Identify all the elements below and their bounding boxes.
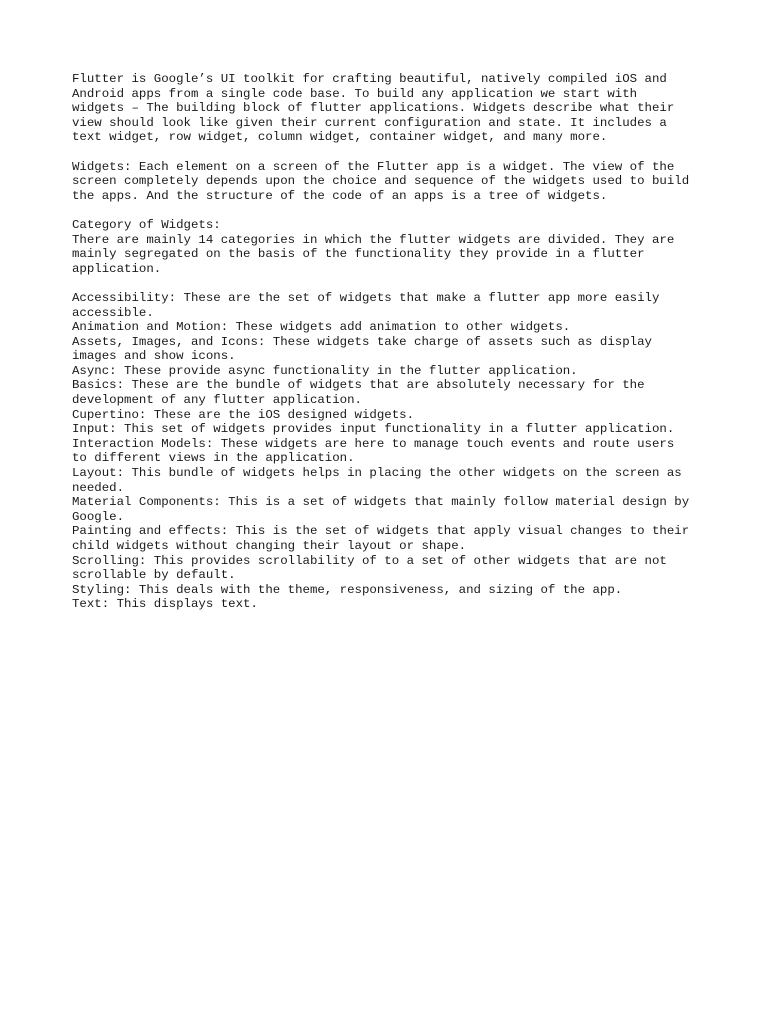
text-line: text widget, row widget, column widget, container widget, and many more. <box>72 130 608 145</box>
category-item-assets <box>72 335 712 364</box>
text-line: images and show icons. <box>72 349 236 364</box>
category-item-accessibility <box>72 291 712 320</box>
text-line: Flutter is Google’s UI toolkit for crafting beautiful, natively compiled iOS and <box>72 72 667 86</box>
text-line: Accessibility: These are the set of widgets that make a flutter app more easily <box>72 290 660 305</box>
text-line: Layout: This bundle of widgets helps in placing the other widgets on the screen as <box>72 466 682 481</box>
text-line: Material Components: This is a set of widgets that mainly follow material design by <box>72 495 690 510</box>
text-line: Basics: These are the bundle of widgets that are absolutely necessary for the <box>72 378 645 393</box>
category-item-input <box>72 422 712 437</box>
text-line: Painting and effects: This is the set of widgets that apply visual changes to their <box>72 524 690 539</box>
category-item-material-components <box>72 495 712 524</box>
text-line: Android apps from a single code base. To build any application we start with <box>72 86 638 101</box>
text-line: widgets – The building block of flutter applications. Widgets describe what their <box>72 101 675 116</box>
text-line: to different views in the application. <box>72 451 355 466</box>
text-line: There are mainly 14 categories in which the flutter widgets are divided. They are <box>72 232 675 247</box>
text-line: application. <box>72 261 162 276</box>
category-item-layout <box>72 466 712 495</box>
text-line: Animation and Motion: These widgets add animation to other widgets. <box>72 320 571 335</box>
text-line: child widgets without changing their layout or shape. <box>72 539 467 553</box>
category-item-cupertino <box>72 408 712 423</box>
text-line: accessible. <box>72 305 154 320</box>
category-item-animation <box>72 320 712 335</box>
text-line: Widgets: Each element on a screen of the Flutter app is a widget. The view of the <box>72 159 675 174</box>
intro-paragraph <box>72 72 712 145</box>
category-item-text <box>72 597 712 612</box>
category-heading: Category of Widgets: <box>72 217 221 232</box>
text-line: Text: This displays text. <box>72 597 258 612</box>
category-list <box>72 291 712 612</box>
text-line: development of any flutter application. <box>72 393 362 408</box>
text-line: Assets, Images, and Icons: These widgets take charge of assets such as display <box>72 334 652 349</box>
text-line: Google. <box>72 509 125 524</box>
text-line: Input: This set of widgets provides input functionality in a flutter application. <box>72 422 675 437</box>
text-line: Scrolling: This provides scrollability of to a set of other widgets that are not <box>72 553 667 568</box>
text-line: the apps. And the structure of the code of an apps is a tree of widgets. <box>72 188 608 203</box>
text-line: Styling: This deals with the theme, responsiveness, and sizing of the app. <box>72 582 623 597</box>
text-line: needed. <box>72 480 125 495</box>
category-item-basics <box>72 378 712 407</box>
text-line: Interaction Models: These widgets are here to manage touch events and route users <box>72 436 675 451</box>
widgets-definition-paragraph <box>72 160 712 204</box>
text-line: Async: These provide async functionality in the flutter application. <box>72 363 578 378</box>
text-line: Cupertino: These are the iOS designed widgets. <box>72 407 415 422</box>
text-line: scrollable by default. <box>72 568 236 583</box>
text-line: view should look like given their current configuration and state. It includes a <box>72 115 667 130</box>
category-item-styling <box>72 583 712 598</box>
category-item-scrolling <box>72 554 712 583</box>
document-page <box>72 72 712 612</box>
category-paragraph <box>72 218 712 276</box>
text-line: mainly segregated on the basis of the functionality they provide in a flutter <box>72 247 645 262</box>
text-line: screen completely depends upon the choice and sequence of the widgets used to build <box>72 174 690 189</box>
category-item-async <box>72 364 712 379</box>
category-item-painting-effects <box>72 524 712 553</box>
category-item-interaction-models <box>72 437 712 466</box>
